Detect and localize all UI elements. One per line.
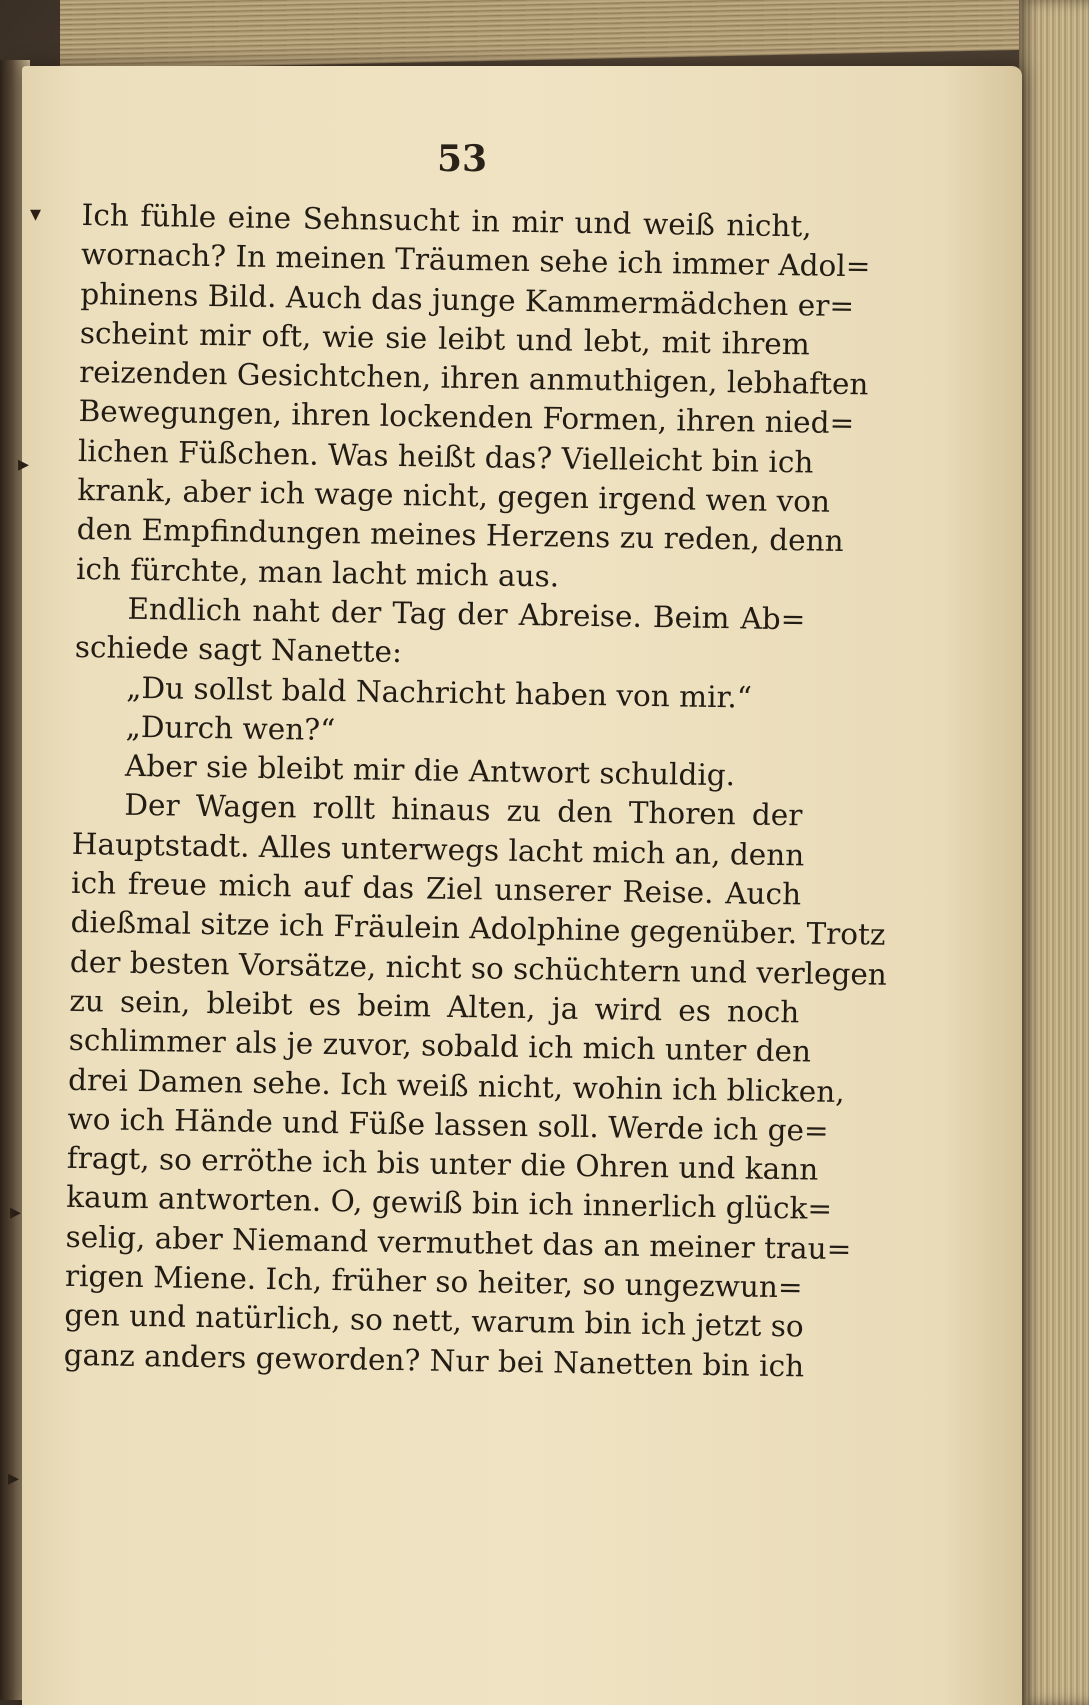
text-line: Bewegungen, ihren lockenden Formen, ihren nied=	[78, 394, 855, 441]
text-line: „Du sollst bald Nachricht haben von mir.“	[126, 670, 753, 715]
margin-mark-icon: ▸	[18, 452, 30, 477]
text-line: der besten Vorsätze, nicht so schüchtern und verlegen	[69, 944, 888, 992]
text-line: Endlich naht der Tag der Abreise. Beim Ab=	[127, 591, 806, 637]
text-line: „Durch wen?“	[125, 709, 336, 747]
margin-mark-icon: ▸	[8, 1466, 20, 1491]
text-line: Ich fühle eine Sehnsucht in mir und weiß nicht,	[81, 197, 812, 244]
text-line: gen und natürlich, so nett, warum bin ich jetzt so	[64, 1298, 804, 1344]
page-number: 53	[436, 138, 488, 180]
body-text	[63, 196, 888, 1386]
text-line: wo ich Hände und Füße lassen soll. Werde ich ge=	[67, 1101, 829, 1148]
text-line: kaum antworten. O, gewiß bin ich innerlich glück=	[66, 1180, 833, 1227]
text-line: rigen Miene. Ich, früher so heiter, so ungezwun=	[64, 1258, 803, 1305]
margin-mark-icon: ▾	[30, 202, 42, 227]
text-line: schiede sagt Nanette:	[74, 630, 403, 670]
text-line: ich fürchte, man lacht mich aus.	[75, 551, 560, 594]
text-line: fragt, so erröthe ich bis unter die Ohren und kann	[66, 1141, 819, 1187]
text-line: ganz anders geworden? Nur bei Nanetten bin ich	[63, 1337, 805, 1384]
text-line: wornach? In meinen Träumen sehe ich immer Adol=	[80, 237, 871, 284]
text-line: schlimmer als je zuvor, sobald ich mich unter den	[68, 1023, 812, 1069]
text-line: reizenden Gesichtchen, ihren anmuthigen, lebhaften	[78, 355, 869, 402]
text-line: scheint mir oft, wie sie leibt und lebt, mit ihrem	[79, 315, 811, 362]
text-line: drei Damen sehe. Ich weiß nicht, wohin ich blicken,	[67, 1062, 845, 1109]
text-line: Hauptstadt. Alles unterwegs lacht mich an, denn	[71, 826, 805, 873]
margin-mark-icon: ▸	[10, 1200, 22, 1225]
right-page-edges	[1019, 0, 1089, 1705]
text-line: ich freue mich auf das Ziel unserer Reise. Auch	[70, 865, 802, 912]
text-line: dießmal sitze ich Fräulein Adolphine gegenüber. Trotz	[70, 905, 886, 953]
text-line: phinens Bild. Auch das junge Kammermädchen er=	[80, 276, 855, 323]
text-line: Aber sie bleibt mir die Antwort schuldig.	[124, 748, 736, 793]
top-page-edges	[60, 0, 1080, 70]
text-line: zu sein, bleibt es beim Alten, ja wird es noch	[69, 983, 800, 1030]
text-line: den Empfindungen meines Herzens zu reden, denn	[76, 512, 844, 559]
text-line: lichen Füßchen. Was heißt das? Vielleicht bin ich	[77, 433, 814, 480]
text-line: krank, aber ich wage nicht, gegen irgend wen von	[77, 473, 831, 519]
text-line: selig, aber Niemand vermuthet das an meiner trau=	[65, 1219, 852, 1266]
text-line: Der Wagen rollt hinaus zu den Thoren der	[124, 788, 803, 833]
